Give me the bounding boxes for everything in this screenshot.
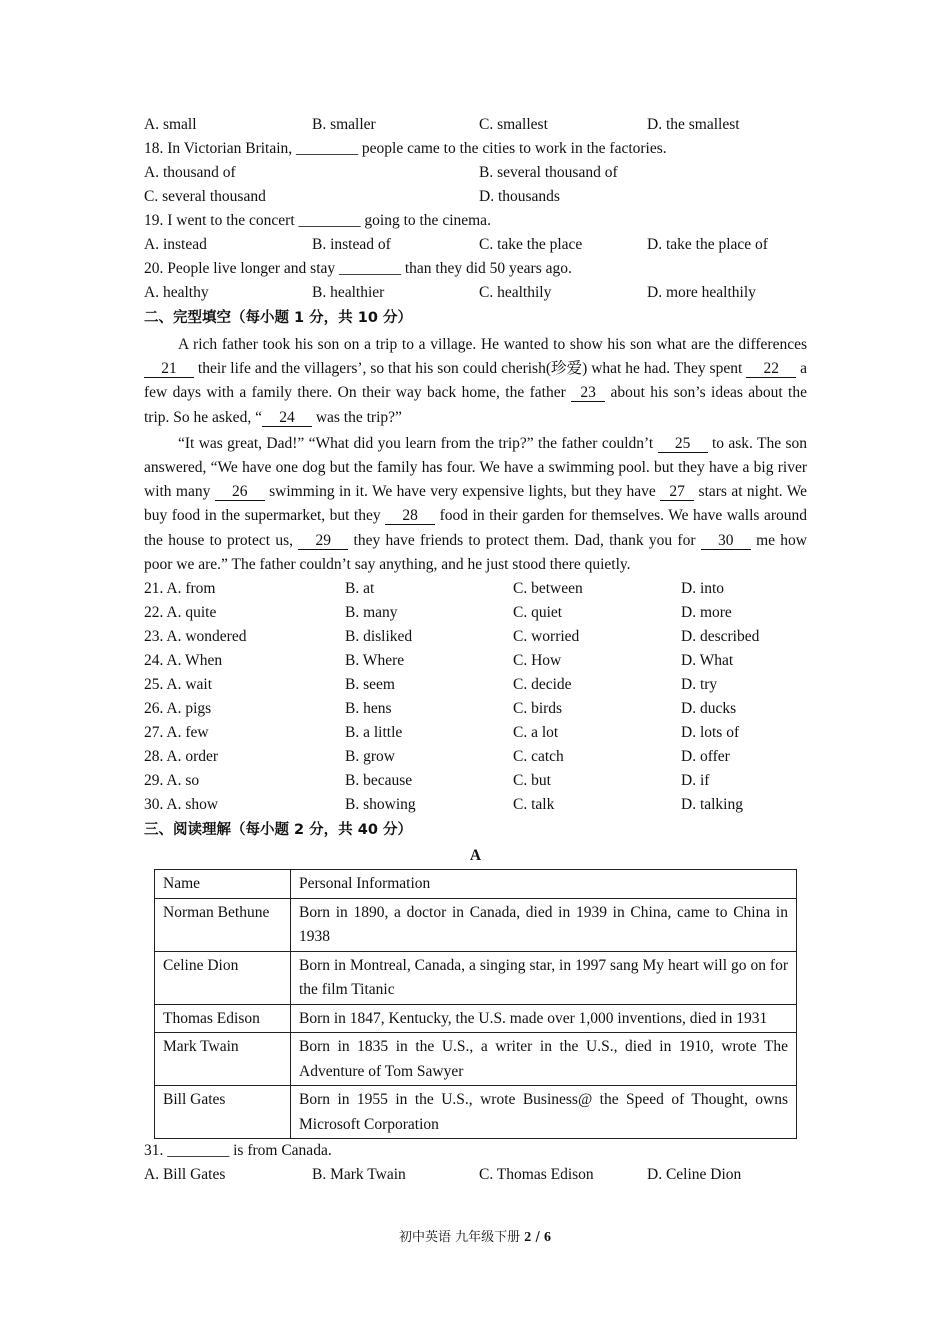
option: 23. A. wondered bbox=[144, 628, 247, 646]
q18-text: 18. In Victorian Britain, ________ people came to the cities to work in the factories. bbox=[144, 140, 667, 157]
q18-option-b: B. several thousand of bbox=[479, 164, 618, 181]
cloze-options-row bbox=[144, 673, 807, 697]
q31-option-d: D. Celine Dion bbox=[647, 1166, 742, 1184]
q19-option-d: D. take the place of bbox=[647, 236, 768, 253]
table-row bbox=[155, 1086, 797, 1139]
cloze-text: about his son’s ideas about the trip. So he asked, “ bbox=[144, 384, 807, 426]
footer-page-total: 6 bbox=[543, 1230, 551, 1245]
q19-option-a: A. instead bbox=[144, 236, 207, 253]
option: C. quiet bbox=[513, 604, 563, 622]
table-header-name: Name bbox=[155, 870, 291, 899]
option: D. more bbox=[681, 604, 732, 622]
option: B. Where bbox=[345, 652, 405, 670]
table-cell-name: Thomas Edison bbox=[155, 1004, 291, 1033]
cloze-options-row bbox=[144, 577, 807, 601]
q20-option-c: C. healthily bbox=[479, 284, 552, 301]
q18-options-row1 bbox=[144, 161, 807, 185]
option: B. at bbox=[345, 580, 375, 598]
option: D. into bbox=[681, 580, 725, 598]
exam-page bbox=[144, 113, 807, 1187]
section2-title: 二、完型填空（每小题 1 分，共 10 分） bbox=[144, 310, 412, 326]
table-cell-name: Bill Gates bbox=[155, 1086, 291, 1139]
q31-option-c: C. Thomas Edison bbox=[479, 1166, 594, 1184]
option: C. birds bbox=[513, 700, 563, 718]
q19-text: 19. I went to the concert ________ going to the cinema. bbox=[144, 212, 491, 229]
q19-options bbox=[144, 233, 807, 257]
option: 26. A. pigs bbox=[144, 700, 212, 718]
option: C. How bbox=[513, 652, 562, 670]
personal-info-table bbox=[154, 869, 797, 1139]
blank-29: 29 bbox=[298, 532, 348, 550]
table-header-info: Personal Information bbox=[291, 870, 797, 899]
option: B. hens bbox=[345, 700, 392, 718]
option: 29. A. so bbox=[144, 772, 200, 790]
cloze-text: me how poor we are.” The father couldn’t say anything, and he just stood there quietly. bbox=[144, 531, 807, 573]
option: B. disliked bbox=[345, 628, 413, 646]
option: C. talk bbox=[513, 796, 555, 814]
table-cell-name: Mark Twain bbox=[155, 1033, 291, 1086]
table-row bbox=[155, 898, 797, 951]
option: B. showing bbox=[345, 796, 416, 814]
option: 27. A. few bbox=[144, 724, 209, 742]
cloze-options-row bbox=[144, 769, 807, 793]
cloze-options-row bbox=[144, 721, 807, 745]
q20-option-d: D. more healthily bbox=[647, 284, 756, 301]
q19-option-b: B. instead of bbox=[312, 236, 391, 253]
footer-page-number: 2 bbox=[524, 1230, 532, 1245]
cloze-text: “It was great, Dad!” “What did you learn from the trip?” the father couldn’t bbox=[178, 434, 658, 452]
option: B. grow bbox=[345, 748, 395, 766]
option: D. talking bbox=[681, 796, 743, 814]
q20-option-b: B. healthier bbox=[312, 284, 385, 301]
cloze-text: to ask. The son answered, “We have one dog but the family has four. We have a swimming pool. but they have a big river with many bbox=[144, 434, 807, 501]
q17-option-a: A. small bbox=[144, 116, 197, 133]
option: C. catch bbox=[513, 748, 564, 766]
section3-title: 三、阅读理解（每小题 2 分，共 40 分） bbox=[144, 822, 412, 839]
cloze-text: they have friends to protect them. Dad, thank you for bbox=[348, 531, 701, 549]
cloze-options-row bbox=[144, 625, 807, 649]
table-cell-info: Born in 1847, Kentucky, the U.S. made over 1,000 inventions, died in 1931 bbox=[291, 1004, 797, 1033]
cloze-text: food in their garden for themselves. We have walls around the house to protect us, bbox=[144, 507, 807, 549]
q31-option-b: B. Mark Twain bbox=[312, 1166, 406, 1184]
blank-30: 30 bbox=[701, 532, 751, 550]
q17-options bbox=[144, 113, 807, 137]
blank-24: 24 bbox=[262, 409, 312, 427]
table-cell-name: Norman Bethune bbox=[155, 898, 291, 951]
option: B. a little bbox=[345, 724, 403, 742]
cloze-text: swimming in it. We have very expensive lights, but they have bbox=[264, 483, 661, 501]
q20-options bbox=[144, 281, 807, 305]
option: 30. A. show bbox=[144, 796, 219, 814]
q31-options bbox=[144, 1163, 807, 1187]
table-cell-info: Born in 1835 in the U.S., a writer in the U.S., died in 1910, wrote The Adventure of Tom Sawyer bbox=[291, 1033, 797, 1086]
q18-option-a: A. thousand of bbox=[144, 164, 236, 181]
option: D. What bbox=[681, 652, 734, 670]
option: 21. A. from bbox=[144, 580, 216, 598]
table-row bbox=[155, 1033, 797, 1086]
q17-option-d: D. the smallest bbox=[647, 116, 740, 133]
option: D. ducks bbox=[681, 700, 737, 718]
option: D. offer bbox=[681, 748, 730, 766]
q18-options-row2 bbox=[144, 185, 807, 209]
table-cell-info: Born in 1890, a doctor in Canada, died in 1939 in China, came to China in 1938 bbox=[291, 898, 797, 951]
table-header-row bbox=[155, 870, 797, 899]
blank-25: 25 bbox=[658, 435, 708, 453]
blank-27: 27 bbox=[660, 483, 694, 501]
table-cell-info: Born in Montreal, Canada, a singing star, in 1997 sang My heart will go on for the film Titanic bbox=[291, 951, 797, 1004]
q31-option-a: A. Bill Gates bbox=[144, 1166, 226, 1184]
option: 22. A. quite bbox=[144, 604, 217, 622]
cloze-paragraph-1 bbox=[144, 333, 807, 430]
cloze-text: was the trip?” bbox=[311, 408, 402, 426]
option: C. between bbox=[513, 580, 583, 598]
option: B. seem bbox=[345, 676, 395, 694]
option: B. because bbox=[345, 772, 413, 790]
option: 24. A. When bbox=[144, 652, 223, 670]
option: 25. A. wait bbox=[144, 676, 213, 694]
cloze-paragraph-2 bbox=[144, 432, 807, 577]
cloze-options-row bbox=[144, 793, 807, 817]
q31-text: 31. ________ is from Canada. bbox=[144, 1142, 332, 1160]
blank-28: 28 bbox=[385, 507, 435, 525]
cloze-text: A rich father took his son on a trip to a village. He wanted to show his son what are the differences bbox=[178, 336, 807, 353]
q17-option-c: C. smallest bbox=[479, 116, 548, 133]
passage-label: A bbox=[469, 847, 482, 865]
option: D. if bbox=[681, 772, 710, 790]
option: C. decide bbox=[513, 676, 572, 694]
option: C. a lot bbox=[513, 724, 559, 742]
option: C. worried bbox=[513, 628, 580, 646]
cloze-text: stars at night. We buy food in the supermarket, but they bbox=[144, 483, 808, 525]
q20-option-a: A. healthy bbox=[144, 284, 209, 301]
table-row bbox=[155, 951, 797, 1004]
page-footer bbox=[0, 1226, 950, 1250]
cloze-options bbox=[144, 577, 807, 817]
cloze-options-row bbox=[144, 697, 807, 721]
q18-option-c: C. several thousand bbox=[144, 188, 266, 205]
cloze-options-row bbox=[144, 745, 807, 769]
footer-label: 初中英语 九年级下册 bbox=[399, 1230, 521, 1245]
option: D. lots of bbox=[681, 724, 740, 742]
q18-option-d: D. thousands bbox=[479, 188, 560, 205]
table-cell-name: Celine Dion bbox=[155, 951, 291, 1004]
option: D. try bbox=[681, 676, 718, 694]
blank-22: 22 bbox=[746, 360, 796, 378]
blank-23: 23 bbox=[571, 384, 605, 402]
q20-text: 20. People live longer and stay ________ than they did 50 years ago. bbox=[144, 260, 572, 277]
blank-26: 26 bbox=[215, 483, 265, 501]
cloze-text: their life and the villagers’, so that his son could cherish(珍爱) what he had. They spent bbox=[194, 360, 747, 378]
q19-option-c: C. take the place bbox=[479, 236, 583, 253]
option: B. many bbox=[345, 604, 398, 622]
blank-21: 21 bbox=[144, 360, 194, 378]
table-cell-info: Born in 1955 in the U.S., wrote Business@ the Speed of Thought, owns Microsoft Corporation bbox=[291, 1086, 797, 1139]
table-row bbox=[155, 1004, 797, 1033]
cloze-options-row bbox=[144, 601, 807, 625]
option: D. described bbox=[681, 628, 760, 646]
cloze-text: a few days with a family there. On their way back home, the father bbox=[144, 360, 807, 402]
cloze-options-row bbox=[144, 649, 807, 673]
q17-option-b: B. smaller bbox=[312, 116, 376, 133]
option: 28. A. order bbox=[144, 748, 219, 766]
option: C. but bbox=[513, 772, 551, 790]
footer-separator: / bbox=[535, 1230, 540, 1245]
